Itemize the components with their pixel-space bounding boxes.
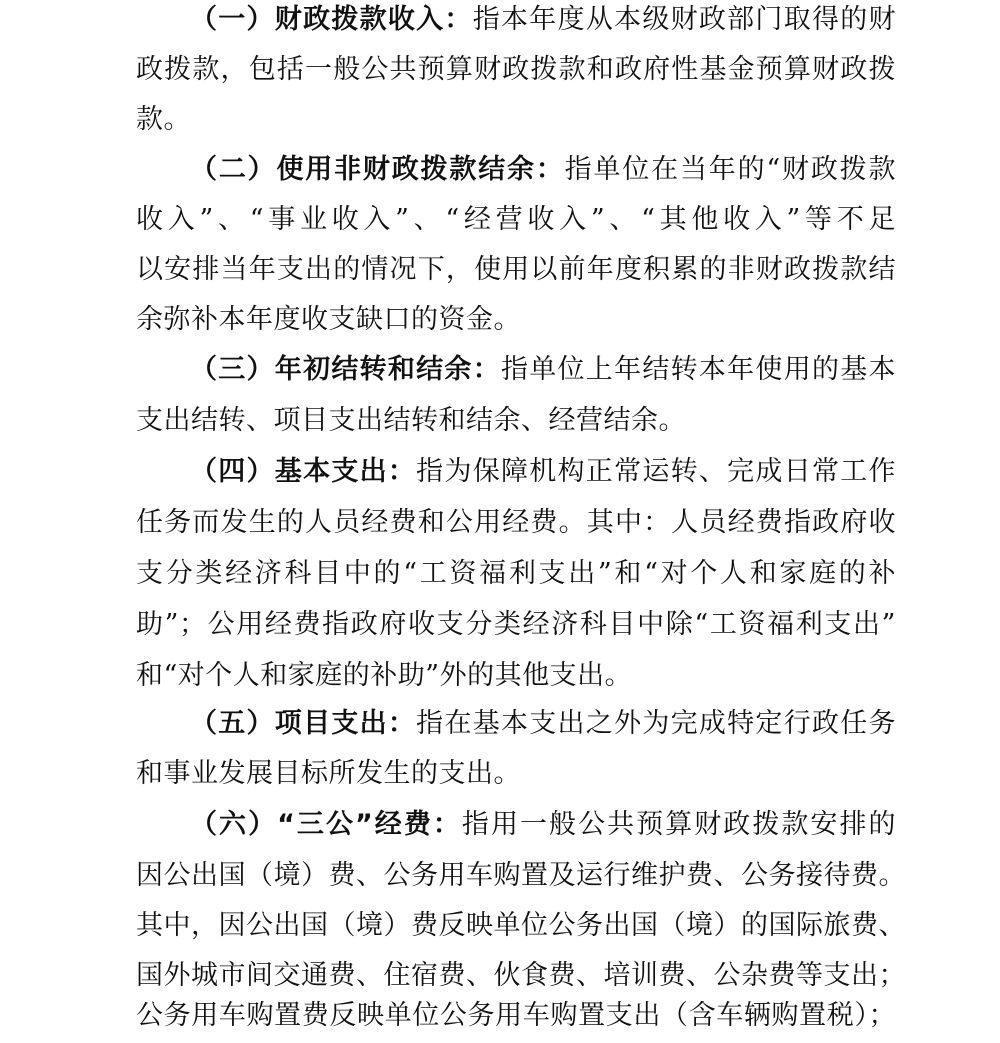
paragraph-1-term: （一）财政拨款收入： (190, 4, 473, 35)
paragraph-6-line-3: 其中，因公出国（境）费反映单位公务出国（境）的国际旅费、 (136, 910, 906, 941)
paragraph-4-line-2: 任务而发生的人员经费和公用经费。其中：人员经费指政府收 (136, 507, 896, 538)
paragraph-3-line-1 (190, 344, 896, 396)
paragraph-6-text: 指用一般公共预算财政拨款安排的 (461, 809, 897, 840)
paragraph-5-line-2: 和事业发展目标所发生的支出。 (136, 758, 521, 789)
paragraph-2-line-3: 以安排当年支出的情况下，使用以前年度积累的非财政拨款结 (136, 254, 896, 285)
paragraph-4-line-3: 支分类经济科目中的“工资福利支出”和“对个人和家庭的补 (136, 558, 896, 589)
paragraph-2-line-2: 收入”、“事业收入”、“经营收入”、“其他收入”等不足 (136, 204, 896, 235)
paragraph-2-text: 指单位在当年的“财政拨款 (564, 154, 896, 185)
paragraph-4-line-5: 和“对个人和家庭的补助”外的其他支出。 (136, 660, 633, 691)
paragraph-4-term: （四）基本支出： (190, 456, 417, 487)
paragraph-4-line-1 (190, 446, 896, 498)
paragraph-1-line-1 (190, 0, 896, 46)
paragraph-6-line-4: 国外城市间交通费、住宿费、伙食费、培训费、公杂费等支出； (136, 960, 906, 991)
paragraph-5-text: 指在基本支出之外为完成特定行政任务 (416, 708, 897, 739)
paragraph-6-line-1 (190, 799, 896, 851)
paragraph-4-text: 指为保障机构正常运转、完成日常工作 (416, 456, 897, 487)
paragraph-4-line-4: 助”；公用经费指政府收支分类经济科目中除“工资福利支出” (136, 609, 896, 640)
paragraph-3-text: 指单位上年结转本年使用的基本 (500, 354, 897, 385)
paragraph-1-text: 指本年度从本级财政部门取得的财 (472, 4, 897, 35)
paragraph-5-line-1 (190, 698, 896, 750)
paragraph-1-line-2: 政拨款，包括一般公共预算财政拨款和政府性基金预算财政拨 (136, 54, 896, 85)
paragraph-3-line-2: 支出结转、项目支出结转和结余、经营结余。 (136, 405, 686, 436)
paragraph-2-term: （二）使用非财政拨款结余： (190, 154, 565, 185)
paragraph-2-line-4: 余弥补本年度收支缺口的资金。 (136, 304, 521, 335)
paragraph-1-line-3: 款。 (136, 104, 191, 135)
paragraph-3-term: （三）年初结转和结余： (190, 354, 501, 385)
paragraph-6-line-2: 因公出国（境）费、公务用车购置及运行维护费、公务接待费。 (136, 860, 906, 891)
paragraph-6-line-5: 公务用车购置费反映单位公务用车购置支出（含车辆购置税）； (136, 1000, 896, 1031)
paragraph-2-line-1 (190, 144, 896, 196)
paragraph-5-term: （五）项目支出： (190, 708, 417, 739)
paragraph-6-term: （六）“三公”经费： (190, 809, 462, 840)
